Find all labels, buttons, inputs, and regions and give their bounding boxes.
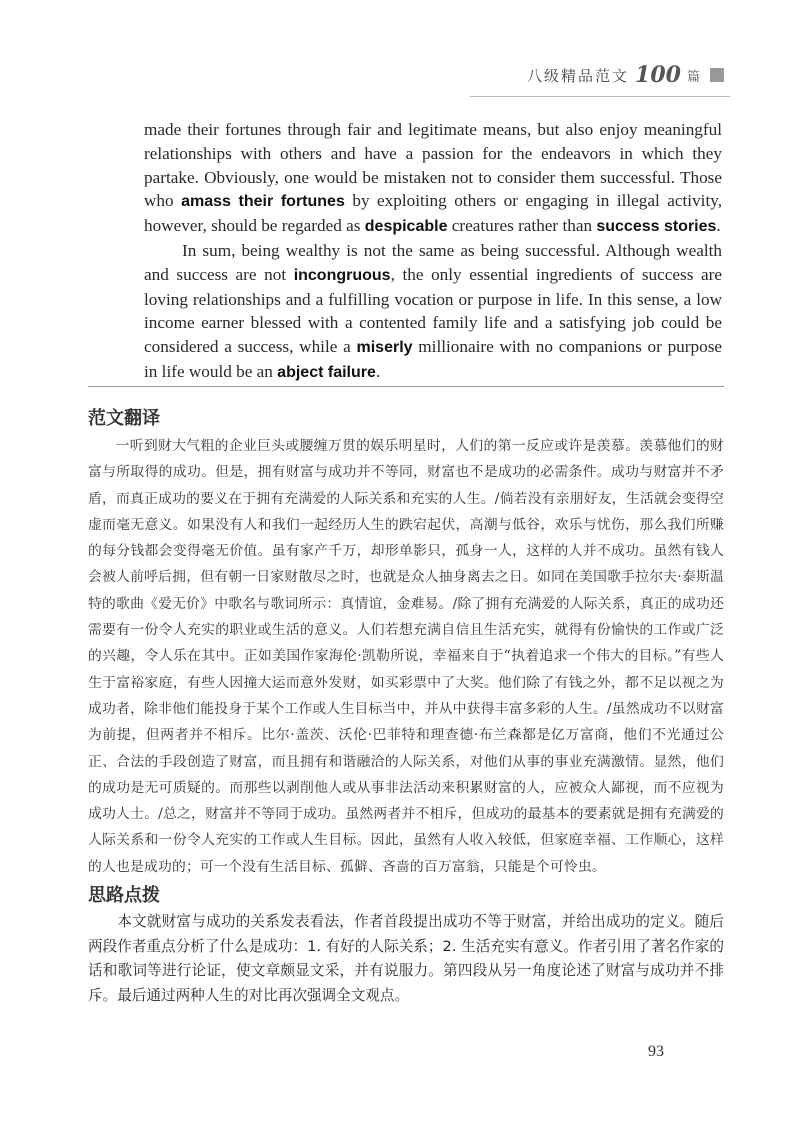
header-square-icon — [710, 68, 724, 82]
essay-paragraph-2 — [144, 239, 722, 385]
essay-text: creatures rather than — [447, 216, 597, 236]
essay-text: , the only essential ingredients of success are loving relationships and a fulfilling vocation or purpose in life. In this sense, a low income earner blessed with a contented family life and a satisfying job could be considered a success, while a — [144, 264, 722, 357]
running-header — [527, 62, 724, 88]
book-count: 100 — [635, 62, 681, 88]
page-number: 93 — [648, 1043, 664, 1060]
english-essay — [144, 118, 722, 385]
key-phrase: despicable — [364, 218, 448, 236]
thinking-title: 思路点拨 — [88, 885, 160, 906]
essay-text: by exploiting others or engaging in illegal activity, however, should be regarded as — [144, 191, 722, 236]
thinking-paragraph: 本文就财富与成功的关系发表看法，作者首段提出成功不等于财富，并给出成功的定义。随后两段作者重点分析了什么是成功：1. 有好的人际关系；2. 生活充实有意义。作者引用了著名作家的话和歌词等进行论证，使文章颇显文采，并有说服力。第四段从另一角度论述了财富与成功并不排斥。最后通过两种人生的对比再次强调全文观点。 — [88, 913, 724, 1004]
essay-paragraph-1 — [144, 118, 722, 239]
essay-text: . — [375, 361, 381, 381]
translation-text — [88, 433, 724, 880]
essay-text: millionaire with no companions or purpose in life would be an — [144, 337, 723, 381]
translation-paragraph: 一听到财大气粗的企业巨头或腰缠万贯的娱乐明星时，人们的第一反应或许是羡慕。羡慕他们的财富与所取得的成功。但是，拥有财富与成功并不等同，财富也不是成功的必需条件。成功与财富并不矛盾，而真正成功的要义在于拥有充满爱的人际关系和充实的人生。/倘若没有亲朋好友，生活就会变得空虚而毫无意义。如果没有人和我们一起经历人生的跌宕起伏，高潮与低谷，欢乐与忧伤，那么我们所赚的每分钱都会变得毫无价值。虽有家产千万，却形单影只，孤身一人，这样的人并不成功。虽然有钱人会被人前呼后拥，但有朝一日家财散尽之时，也就是众人抽身离去之日。如同在美国歌手拉尔夫·泰斯温特的歌曲《爱无价》中歌名与歌词所示：真情谊，金难易。/除了拥有充满爱的人际关系，真正的成功还需要有一份令人充实的职业或生活的意义。人们若想充满自信且生活充实，就得有份愉快的工作或广泛的兴趣，令人乐在其中。正如美国作家海伦·凯勒所说，幸福来自于“执着追求一个伟大的目标。”有些人生于富裕家庭，有些人因撞大运而意外发财，如买彩票中了大奖。他们除了有钱之外，都不足以视之为成功者，除非他们能投身于某个工作或人生目标当中，并从中获得丰富多彩的人生。/虽然成功不以财富为前提，但两者并不相斥。比尔·盖茨、沃伦·巴菲特和理查德·布兰森都是亿万富商，他们不光通过公正、合法的手段创造了财富，而且拥有和谐融洽的人际关系，对他们从事的事业充满激情。显然，他们的成功是无可质疑的。而那些以剥削他人或从事非法活动来积累财富的人，应被众人鄙视，而不应视为成功人士。/总之，财富并不等同于成功。虽然两者并不相斥，但成功的最基本的要素就是拥有充满爱的人际关系和一份令人充实的工作或人生目标。因此，虽然有人收入较低，但家庭幸福、工作顺心，这样的人也是成功的；可一个没有生活目标、孤僻、吝啬的百万富翁，只能是个可怜虫。 — [88, 438, 724, 875]
key-phrase: incongruous — [293, 266, 391, 284]
header-rule — [470, 96, 730, 97]
essay-text: . — [716, 216, 721, 236]
essay-text: In sum, being wealthy is not the same as being successful. Although wealth and success are not — [144, 240, 722, 284]
book-count-suffix: 篇 — [686, 69, 700, 85]
key-phrase: amass their fortunes — [181, 193, 345, 211]
section-divider — [88, 386, 724, 387]
essay-text: made their fortunes through fair and legitimate means, but also enjoy meaningful relationships with others and have a passion for the endeavors in which they partake. Obviously, one would be mistaken not to consider them successful. Those who — [144, 120, 722, 211]
translation-title: 范文翻译 — [88, 408, 160, 429]
book-title: 八级精品范文 — [527, 66, 630, 85]
thinking-text — [88, 910, 724, 1008]
key-phrase: abject failure — [277, 363, 376, 381]
key-phrase: success stories — [596, 218, 717, 236]
key-phrase: miserly — [356, 339, 413, 357]
